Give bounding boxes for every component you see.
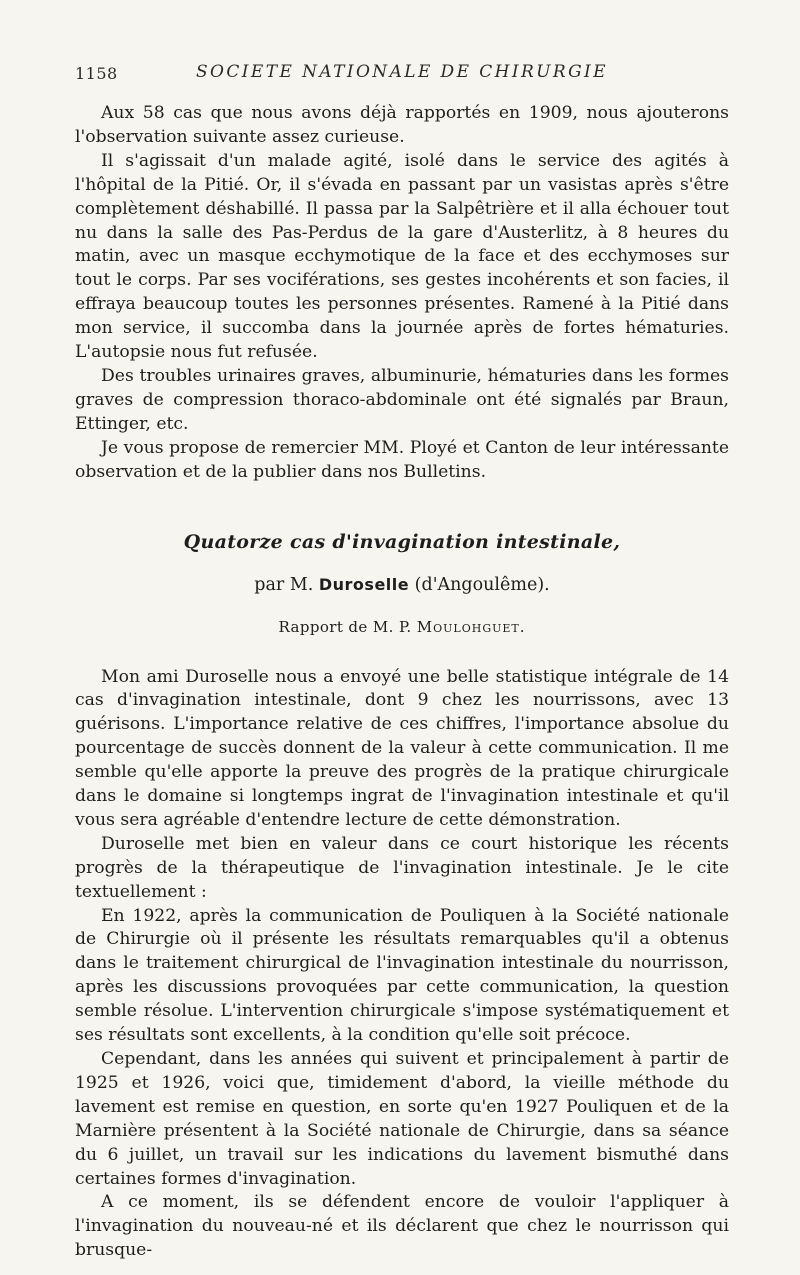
paragraph: Aux 58 cas que nous avons déjà rapportés en 1909, nous ajouterons l'observation suivante assez curieuse.	[75, 103, 729, 147]
paragraph: Des troubles urinaires graves, albuminurie, hématuries dans les formes graves de compression thoraco-abdominale ont été signalés par Braun, Ettinger, etc.	[75, 365, 729, 434]
paragraph: Il s'agissait d'un malade agité, isolé dans le service des agités à l'hôpital de la Pitié. Or, il s'évada en passant par un vasistas après s'être complètement déshabillé. Il passa par la Salpêtrière et il alla échouer tout nu dans la salle des Pas-Perdus de la gare d'Austerlitz, à 8 heures du matin, avec un masque ecchymotique de la face et des ecchymoses sur tout le corps. Par ses vociférations, ses gestes incohérents et son facies, il effraya beaucoup toutes les personnes présentes. Ramené à la Pitié dans mon service, il succomba dans la journée après de fortes hématuries. L'autopsie nous fut refusée.	[75, 150, 729, 363]
page-number: 1158	[75, 64, 118, 83]
byline-author: Duroselle	[318, 574, 410, 594]
article-body	[75, 666, 729, 1264]
report-author: Mouloнguet.	[416, 617, 526, 636]
report-attribution	[75, 618, 729, 636]
article-title: Quatorze cas d'invagination intestinale,	[183, 530, 621, 553]
previous-article-text	[75, 102, 729, 485]
byline-suffix: (d'Angoulême).	[409, 574, 550, 595]
byline-prefix: par M.	[254, 574, 319, 595]
paragraph: A ce moment, ils se défendent encore de vouloir l'appliquer à l'invagination du nouveau-né et ils déclarent que chez le nourrisson qui brusque-	[75, 1192, 729, 1261]
paragraph: En 1922, après la communication de Pouliquen à la Société nationale de Chirurgie où il présente les résultats remarquables qu'il a obtenus dans le traitement chirurgical de l'invagination intestinale du nourrisson, après les discussions provoquées par cette communication, la question semble résolue. L'intervention chirurgicale s'impose systématiquement et ses résultats sont excellents, à la condition qu'elle soit précoce.	[75, 905, 729, 1046]
paragraph: Cependant, dans les années qui suivent et principalement à partir de 1925 et 1926, voici que, timidement d'abord, la vieille méthode du lavement est remise en question, en sorte qu'en 1927 Pouliquen et de la Marnière présentent à la Société nationale de Chirurgie, dans sa séance du 6 juillet, un travail sur les indications du lavement bismuthé dans certaines formes d'invagination.	[75, 1049, 729, 1189]
paragraph: Je vous propose de remercier MM. Ployé et Canton de leur intéressante observation et de la publier dans nos Bulletins.	[75, 437, 729, 482]
running-head: SOCIETE NATIONALE DE CHIRURGIE	[196, 62, 608, 82]
journal-page	[75, 62, 729, 1263]
article-byline	[75, 575, 729, 595]
paragraph: Duroselle met bien en valeur dans ce court historique les récents progrès de la thérapeutique de l'invagination intestinale. Je le cite textuellement :	[75, 833, 729, 902]
section-spacer	[75, 636, 729, 666]
page-header	[75, 62, 729, 86]
report-prefix: Rapport de M. P.	[278, 617, 417, 636]
paragraph: Mon ami Duroselle nous a envoyé une belle statistique intégrale de 14 cas d'invagination intestinale, dont 9 chez les nourrissons, avec 13 guérisons. L'importance relative de ces chiffres, l'importance absolue du pourcentage de succès donnent de la valeur à cette communication. Il me semble qu'elle apporte la preuve des progrès de la pratique chirurgicale dans le domaine si longtemps ingrat de l'invagination intestinale et qu'il vous sera agréable d'entendre lecture de cette démonstration.	[75, 666, 729, 830]
